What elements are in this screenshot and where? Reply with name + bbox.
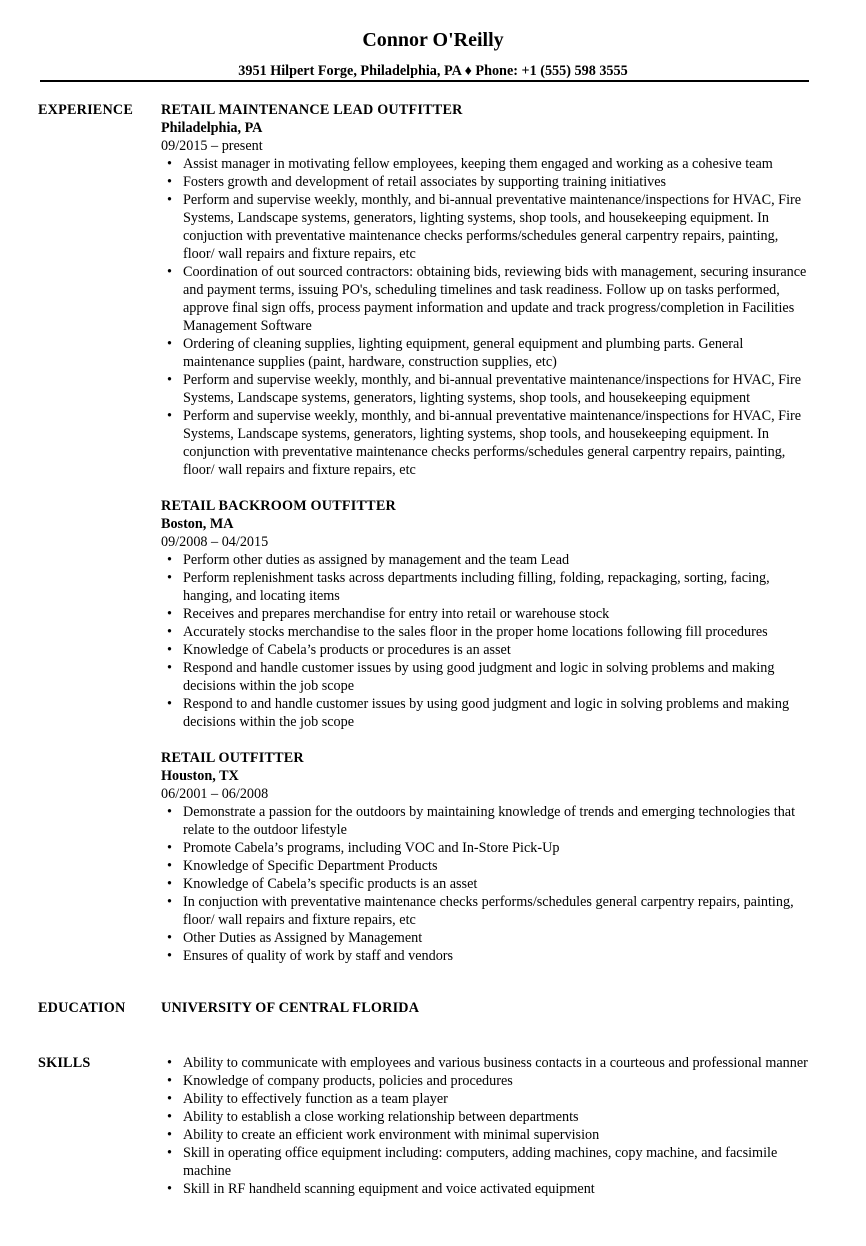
job-bullets: [161, 551, 811, 731]
list-item: • Coordination of out sourced contractors: obtaining bids, reviewing bids with management, securing insurance and payment terms, issuing PO's, scheduling timelines and task readiness. Follow up on tasks performed, approve final sign offs, process payment information and update and track progress/completion in Facilities Management Software: [161, 263, 811, 335]
header-divider: [40, 80, 809, 82]
job-location: Philadelphia, PA: [161, 120, 263, 136]
candidate-name: Connor O'Reilly: [362, 29, 504, 51]
list-item: • Ability to create an efficient work environment with minimal supervision: [161, 1126, 811, 1144]
list-item: • Ability to effectively function as a team player: [161, 1090, 811, 1108]
list-item: • Receives and prepares merchandise for entry into retail or warehouse stock: [161, 605, 811, 623]
list-item: • Other Duties as Assigned by Management: [161, 929, 811, 947]
list-item: • Accurately stocks merchandise to the sales floor in the proper home locations following fill procedures: [161, 623, 811, 641]
job-title: RETAIL OUTFITTER: [161, 750, 304, 766]
education-heading: EDUCATION: [38, 1000, 126, 1016]
list-item: • Knowledge of Cabela’s products or procedures is an asset: [161, 641, 811, 659]
experience-heading: EXPERIENCE: [38, 102, 134, 118]
job-dates: 09/2008 – 04/2015: [161, 534, 269, 550]
job-entry: [161, 497, 811, 731]
list-item: • Perform and supervise weekly, monthly, and bi-annual preventative maintenance/inspections for HVAC, Fire Systems, Landscape systems, generators, lighting systems, shop tools, and housekeeping equipment. In conjuction with preventative maintenance checks performs/schedules general carpentry repairs, painting, floor/ wall repairs and fixture repairs, etc: [161, 191, 811, 263]
list-item: • Ordering of cleaning supplies, lighting equipment, general equipment and plumbing parts. General maintenance supplies (paint, hardware, construction supplies, etc): [161, 335, 811, 371]
list-item: • Assist manager in motivating fellow employees, keeping them engaged and working as a cohesive team: [161, 155, 811, 173]
job-title: RETAIL BACKROOM OUTFITTER: [161, 498, 396, 514]
list-item: • Perform replenishment tasks across departments including filling, folding, repackaging, sorting, facing, hanging, and locating items: [161, 569, 811, 605]
job-dates: 09/2015 – present: [161, 138, 263, 154]
contact-line: 3951 Hilpert Forge, Philadelphia, PA ♦ Phone: +1 (555) 598 3555: [238, 63, 628, 79]
job-location: Houston, TX: [161, 768, 239, 784]
job-bullets: [161, 803, 811, 965]
list-item: • Skill in RF handheld scanning equipment and voice activated equipment: [161, 1180, 811, 1198]
list-item: • Ability to communicate with employees and various business contacts in a courteous and professional manner: [161, 1054, 811, 1072]
job-bullets: [161, 155, 811, 479]
list-item: • Perform and supervise weekly, monthly, and bi-annual preventative maintenance/inspections for HVAC, Fire Systems, Landscape systems, generators, lighting systems, shop tools, and housekeeping equipment. In conjunction with preventative maintenance checks performs/schedules general carpentry repairs, painting, floor/ wall repairs and fixture repairs, etc: [161, 407, 811, 479]
job-dates: 06/2001 – 06/2008: [161, 786, 269, 802]
list-item: • Knowledge of Cabela’s specific products is an asset: [161, 875, 811, 893]
list-item: • Respond and handle customer issues by using good judgment and logic in solving problems and making decisions within the job scope: [161, 659, 811, 695]
list-item: • Fosters growth and development of retail associates by supporting training initiatives: [161, 173, 811, 191]
school-name: UNIVERSITY OF CENTRAL FLORIDA: [161, 1000, 420, 1016]
job-entry: [161, 749, 811, 965]
list-item: • In conjuction with preventative maintenance checks performs/schedules general carpentry repairs, painting, floor/ wall repairs and fixture repairs, etc: [161, 893, 811, 929]
skills-bullets: [161, 1054, 811, 1198]
list-item: • Skill in operating office equipment including: computers, adding machines, copy machine, and facsimile machine: [161, 1144, 811, 1180]
list-item: • Perform and supervise weekly, monthly, and bi-annual preventative maintenance/inspections for HVAC, Fire Systems, Landscape systems, generators, lighting systems, shop tools, and housekeeping equipment: [161, 371, 811, 407]
list-item: • Ensures of quality of work by staff and vendors: [161, 947, 811, 965]
job-location: Boston, MA: [161, 516, 234, 532]
list-item: • Knowledge of Specific Department Products: [161, 857, 811, 875]
list-item: • Demonstrate a passion for the outdoors by maintaining knowledge of trends and emerging technologies that relate to the outdoor lifestyle: [161, 803, 811, 839]
job-title: RETAIL MAINTENANCE LEAD OUTFITTER: [161, 102, 463, 118]
list-item: • Respond to and handle customer issues by using good judgment and logic in solving problems and making decisions within the job scope: [161, 695, 811, 731]
list-item: • Knowledge of company products, policies and procedures: [161, 1072, 811, 1090]
list-item: • Promote Cabela’s programs, including VOC and In-Store Pick-Up: [161, 839, 811, 857]
list-item: • Perform other duties as assigned by management and the team Lead: [161, 551, 811, 569]
list-item: • Ability to establish a close working relationship between departments: [161, 1108, 811, 1126]
skills-heading: SKILLS: [38, 1055, 91, 1071]
job-entry: [161, 101, 811, 479]
